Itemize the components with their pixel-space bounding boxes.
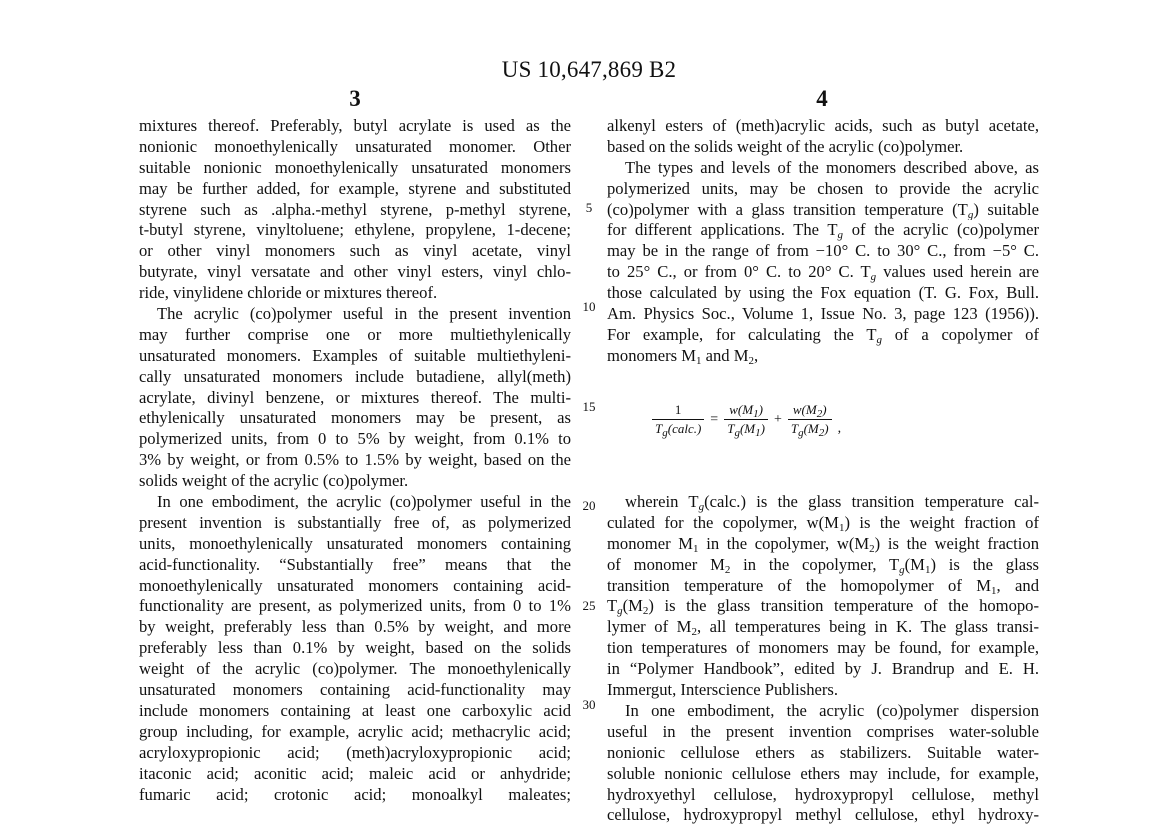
text-line: may be in the range of from −10° C. to 30° C., from −5° C.: [607, 241, 1039, 261]
text: in the copolymer, w(M: [698, 533, 870, 553]
text: in the copolymer, T: [730, 554, 900, 574]
text: For example, for calculating the T: [607, 324, 877, 344]
text: (M: [803, 421, 819, 436]
text: (M: [622, 596, 643, 616]
text: ) is the glass: [930, 554, 1039, 574]
text-line: preferably less than 0.1% by weight, based on the solids: [139, 638, 571, 658]
text-line: acrylate, divinyl benzene, or mixtures thereof. The multi-: [139, 387, 571, 407]
line-number-30: 30: [582, 697, 596, 712]
text-line: soluble nonionic cellulose ethers may include, for example,: [607, 763, 1039, 783]
text-line: suitable nonionic monoethylenically unsaturated monomers: [139, 157, 571, 177]
text-line: [607, 325, 1039, 346]
text-line: acid-functionality. “Substantially free” means that the: [139, 554, 571, 574]
text-line: In one embodiment, the acrylic (co)polymer useful in the: [157, 492, 571, 512]
text: for different applications. The T: [607, 220, 838, 240]
text-line: functionality are present, as polymerized units, from 0 to 1%: [139, 596, 571, 616]
text-line: may be further added, for example, styrene and substituted: [139, 178, 571, 198]
text-line: alkenyl esters of (meth)acrylic acids, such as butyl acetate,: [607, 116, 1039, 135]
subscript: 1: [755, 427, 761, 439]
line-number-20: 20: [582, 498, 596, 513]
text: T: [790, 421, 799, 436]
fox-equation: [652, 402, 841, 437]
equals-sign: =: [710, 411, 719, 427]
text-line: based on the solids weight of the acrylic (co)polymer.: [607, 136, 964, 156]
fraction-term-2: [788, 402, 832, 437]
text-line: units, monoethylenically unsaturated monomers containing: [139, 533, 571, 553]
text: transition temperature of the homopolymer of M: [607, 575, 991, 595]
text: to 25° C., or from 0° C. to 20° C. T: [607, 262, 871, 282]
subscript: 1: [753, 408, 759, 420]
numerator: [790, 402, 830, 419]
subscript: g: [899, 563, 905, 576]
column-number-left: 3: [349, 86, 361, 111]
text-line: tion temperatures of monomers may be found, for example,: [607, 638, 1039, 658]
numerator: 1: [674, 402, 682, 417]
subscript: 2: [642, 605, 649, 618]
subscript: g: [798, 427, 804, 439]
line-number-15: 15: [582, 399, 596, 414]
text: (M: [739, 421, 756, 436]
text: and M: [701, 345, 749, 365]
text-line: monoethylenically unsaturated monomers containing acid-: [139, 575, 571, 595]
text-line: [607, 220, 1039, 241]
text-line: or other vinyl monomers such as vinyl acetate, vinyl: [139, 241, 571, 261]
text-line: 3% by weight, or from 0.5% to 1.5% by weight, based on the: [139, 450, 571, 470]
text: w(M: [792, 402, 817, 417]
text: , and: [996, 575, 1039, 595]
text-line: butyrate, vinyl versatate and other vinyl esters, vinyl chlo-: [139, 262, 571, 282]
text-line: [607, 262, 1039, 283]
subscript: g: [870, 271, 877, 284]
numerator: [726, 402, 766, 419]
line-number-5: 5: [585, 200, 593, 215]
text-line: unsaturated monomers containing acid-functionality may: [139, 680, 571, 700]
text-line: [607, 576, 1039, 597]
text: values used herein are: [876, 262, 1039, 282]
text-line: In one embodiment, the acrylic (co)polymer dispersion: [625, 700, 1039, 720]
text-line: include monomers containing at least one carboxylic acid: [139, 700, 571, 720]
fraction-term-1: [724, 402, 768, 437]
text-line: t-butyl styrene, vinyltoluene; ethylene, propylene, 1-decene;: [139, 220, 571, 240]
text-line: [607, 596, 1039, 617]
text-line: those calculated by using the Fox equation (T. G. Fox, Bull.: [607, 283, 1039, 303]
subscript: g: [876, 333, 882, 346]
text: wherein T: [625, 492, 699, 512]
text-line: [607, 534, 1039, 555]
text-line: weight of the acrylic (co)polymer. The monoethylenically: [139, 659, 571, 679]
subscript: 2: [818, 427, 825, 439]
plus-sign: +: [773, 411, 782, 427]
subscript: g: [734, 427, 740, 439]
denominator: [724, 419, 768, 437]
left-column: [139, 116, 571, 805]
text-line: solids weight of the acrylic (co)polymer.: [139, 471, 409, 491]
text: w(M: [729, 402, 754, 417]
text: , all temperatures being in K. The glass transi-: [696, 617, 1039, 637]
denominator: [652, 419, 704, 437]
text-line: group including, for example, acrylic acid; methacrylic acid;: [139, 721, 571, 741]
line-number-25: 25: [582, 598, 596, 613]
text-line: cellulose, hydroxypropyl methyl cellulose, ethyl hydroxy-: [607, 805, 1039, 825]
subscript: 1: [924, 563, 931, 576]
text: culated for the copolymer, w(M: [607, 512, 839, 532]
subscript: 1: [693, 542, 699, 555]
text-line: The acrylic (co)polymer useful in the present invention: [157, 304, 571, 324]
text-line: [607, 513, 1039, 534]
text: of monomer M: [607, 554, 725, 574]
text-line: ethylenically unsaturated monomers may be present, as: [139, 408, 571, 428]
text-line: itaconic acid; aconitic acid; maleic acid or anhydride;: [139, 763, 571, 783]
subscript: 2: [691, 626, 697, 639]
text-line: [607, 555, 1039, 576]
text: ) is the weight fraction of: [844, 512, 1039, 532]
text-line: fumaric acid; crotonic acid; monoalkyl maleates;: [139, 784, 571, 804]
text: ): [758, 402, 763, 417]
text-line: nonionic monoethylenically unsaturated monomer. Other: [139, 136, 571, 156]
text: ): [760, 421, 765, 436]
text-line: acryloxypropionic acid; (meth)acryloxypropionic acid;: [139, 742, 571, 762]
text: (co)polymer with a glass transition temperature (T: [607, 199, 968, 219]
text: T: [655, 421, 663, 436]
text: monomer M: [607, 533, 694, 553]
text-line: mixtures thereof. Preferably, butyl acrylate is used as the: [139, 116, 571, 135]
text-line: [607, 346, 1039, 367]
text: T: [727, 421, 735, 436]
subscript: g: [837, 229, 844, 242]
column-number-right: 4: [816, 86, 828, 111]
patent-header: US 10,647,869 B2: [501, 57, 677, 82]
text-line: by weight, preferably less than 0.5% by weight, and more: [139, 617, 571, 637]
text: ): [822, 402, 827, 417]
subscript: 2: [869, 542, 875, 555]
text: ) is the glass transition temperature of the homopo-: [648, 596, 1039, 616]
text: ,: [753, 345, 759, 365]
text-line: Immergut, Interscience Publishers.: [607, 680, 839, 700]
subscript: 1: [695, 354, 702, 367]
text: ) is the weight fraction: [874, 533, 1039, 553]
text-line: [607, 617, 1039, 638]
text: T: [607, 596, 618, 616]
subscript: g: [967, 208, 974, 221]
text-line: in “Polymer Handbook”, edited by J. Brandrup and E. H.: [607, 659, 1039, 679]
text-line: cally unsaturated monomers include butadiene, allyl(meth): [139, 366, 571, 386]
text-line: present invention is substantially free of, as polymerized: [139, 512, 571, 532]
fraction-lhs: [652, 402, 704, 437]
trailing-comma: ,: [837, 421, 842, 436]
subscript: 2: [816, 408, 823, 420]
text: monomers M: [607, 345, 696, 365]
text-line: hydroxyethyl cellulose, hydroxypropyl cellulose, methyl: [607, 784, 1039, 804]
text-line: [607, 492, 1039, 513]
subscript: 2: [724, 563, 731, 576]
text: of the acrylic (co)polymer: [843, 220, 1039, 240]
text-line: Am. Physics Soc., Volume 1, Issue No. 3, page 123 (1956)).: [607, 304, 1039, 324]
text-line: unsaturated monomers. Examples of suitable multiethyleni-: [139, 345, 571, 365]
line-number-10: 10: [582, 299, 596, 314]
right-column: [607, 116, 1039, 826]
text-line: [607, 200, 1039, 221]
subscript: g: [698, 501, 705, 513]
text-line: nonionic cellulose ethers as stabilizers. Suitable water-: [607, 742, 1039, 762]
text-line: styrene such as .alpha.-methyl styrene, p-methyl styrene,: [139, 199, 571, 219]
subscript: 1: [838, 521, 845, 534]
subscript: g: [617, 605, 623, 618]
denominator: [788, 419, 832, 437]
text: ) suitable: [973, 199, 1039, 219]
text-line: may further comprise one or more multiethylenically: [139, 324, 571, 344]
subscript: 1: [991, 584, 997, 597]
text: (M: [904, 554, 925, 574]
text-line: polymerized units, from 0 to 5% by weight, from 0.1% to: [139, 429, 571, 449]
text-line: The types and levels of the monomers described above, as: [625, 157, 1039, 177]
text: lymer of M: [607, 617, 692, 637]
text-line: polymerized units, may be chosen to provide the acrylic: [607, 178, 1039, 198]
text: (calc.) is the glass transition temperature cal-: [704, 492, 1039, 512]
text-line: ride, vinylidene chloride or mixtures thereof.: [139, 283, 438, 303]
text: ): [824, 421, 829, 436]
subscript: 2: [748, 354, 754, 367]
subscript: g: [662, 427, 668, 439]
text: of a copolymer of: [881, 324, 1039, 344]
text-line: useful in the present invention comprises water-soluble: [607, 721, 1039, 741]
text: (calc.): [667, 421, 702, 436]
